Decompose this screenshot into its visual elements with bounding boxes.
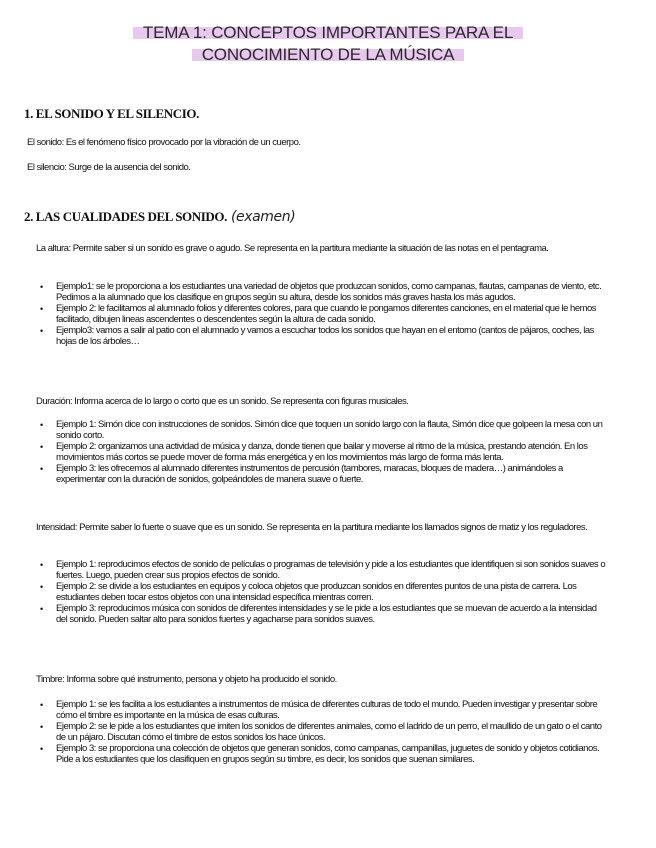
intensidad-examples bbox=[40, 560, 606, 626]
duracion-examples bbox=[40, 420, 606, 486]
list-item: • Ejemplo 3: reproducimos música con sonidos de diferentes intensidades y se le pide a los estudiantes que se muevan de acuerdo a la intensidad del sonido. Pueden saltar alto para sonidos fuertes y agacharse para sonidos suaves. bbox=[40, 604, 606, 625]
list-item: • Ejemplo 3: se proporciona una colección de objetos que generan sonidos, como campanas, campanillas, juguetes de sonido y objetos cotidianos. Pide a los estudiantes que los clasifiquen en grupos según su timbre, es decir, los sonidos que suenan similares. bbox=[40, 744, 606, 765]
altura-examples bbox=[40, 282, 606, 348]
list-item: • Ejemplo 2: se divide a los estudiantes en equipos y coloca objetos que produzcan sonidos en diferentes puntos de una pista de carrera. Los estudiantes deben tocar estos objetos con una intensidad específica mientras corren. bbox=[40, 582, 606, 603]
timbre-examples bbox=[40, 700, 606, 766]
title-line-2: CONOCIMIENTO DE LA MÚSICA bbox=[192, 44, 465, 66]
timbre-definition: Timbre: Informa sobre qué instrumento, persona y objeto ha producido el sonido. bbox=[36, 674, 337, 685]
intensidad-definition: Intensidad: Permite saber lo fuerte o suave que es un sonido. Se representa en la partitura mediante los llamados signos de matiz y los reguladores. bbox=[36, 522, 588, 533]
list-item: • Ejemplo 1: se les facilita a los estudiantes a instrumentos de música de diferentes culturas de todo el mundo. Pueden investigar y presentar sobre cómo el timbre es importante en la música de esas culturas. bbox=[40, 700, 606, 721]
duracion-definition: Duración: Informa acerca de lo largo o corto que es un sonido. Se representa con figuras musicales. bbox=[36, 396, 409, 407]
list-item: • Ejemplo 2: le facilitamos al alumnado folios y diferentes colores, para que cuando le pongamos diferentes canciones, en el material que le hemos facilitado, dibujen lineas ascendentes o descendentes según la altura de cada sonido. bbox=[40, 304, 606, 325]
list-item: • Ejemplo 3: les ofrecemos al alumnado diferentes instrumentos de percusión (tambores, maracas, bloques de madera…) animándoles a experimentar con la duración de sonidos, golpeándoles de manera suave o fuerte. bbox=[40, 464, 606, 485]
list-item: • Ejemplo 2: se le pide a los estudiantes que imiten los sonidos de diferentes animales, como el ladrido de un perro, el maullido de un gato o el canto de un pájaro. Discutan cómo el timbre de estos sonidos los hace únicos. bbox=[40, 722, 606, 743]
section-1-heading: 1. EL SONIDO Y EL SILENCIO. bbox=[24, 106, 199, 121]
section-2-heading-text: 2. LAS CUALIDADES DEL SONIDO. bbox=[24, 209, 227, 224]
list-item: • Ejemplo3: vamos a salir al patio con el alumnado y vamos a escuchar todos los sonidos que hayan en el entorno (cantos de pájaros, coches, las hojas de los árboles… bbox=[40, 326, 606, 347]
section-2-heading bbox=[24, 209, 295, 225]
title-line-1: TEMA 1: CONCEPTOS IMPORTANTES PARA EL bbox=[133, 22, 523, 44]
sonido-definition: El sonido: Es el fenómeno físico provocado por la vibración de un cuerpo. bbox=[27, 137, 301, 148]
list-item: • Ejemplo 1: Simón dice con instrucciones de sonidos. Simón dice que toquen un sonido largo con la flauta, Simón dice que golpeen la mesa con un sonido corto. bbox=[40, 420, 606, 441]
altura-definition: La altura: Permite saber si un sonido es grave o agudo. Se representa en la partitura mediante la situación de las notas en el pentagrama. bbox=[36, 243, 549, 254]
list-item: • Ejemplo1: se le proporciona a los estudiantes una variedad de objetos que produzcan sonidos, como campanas, flautas, campanas de viento, etc. Pedimos a la alumnado que los clasifique en grupos según su altura, desde los sonidos más graves hasta los más agudos. bbox=[40, 282, 606, 303]
handwritten-annotation: (examen) bbox=[230, 209, 296, 225]
list-item: • Ejemplo 2: organizamos una actividad de música y danza, donde tienen que bailar y moverse al ritmo de la música, prestando atención. En los movimientos más cortos se puede mover de forma más energética y en los movimientos más largo de forma más lenta. bbox=[40, 442, 606, 463]
silencio-definition: El silencio: Surge de la ausencia del sonido. bbox=[27, 162, 191, 173]
document-title bbox=[0, 22, 656, 66]
list-item: • Ejemplo 1: reproducimos efectos de sonido de películas o programas de televisión y pide a los estudiantes que identifiquen si son sonidos suaves o fuertes. Luego, pueden crear sus propios efectos de sonido. bbox=[40, 560, 606, 581]
